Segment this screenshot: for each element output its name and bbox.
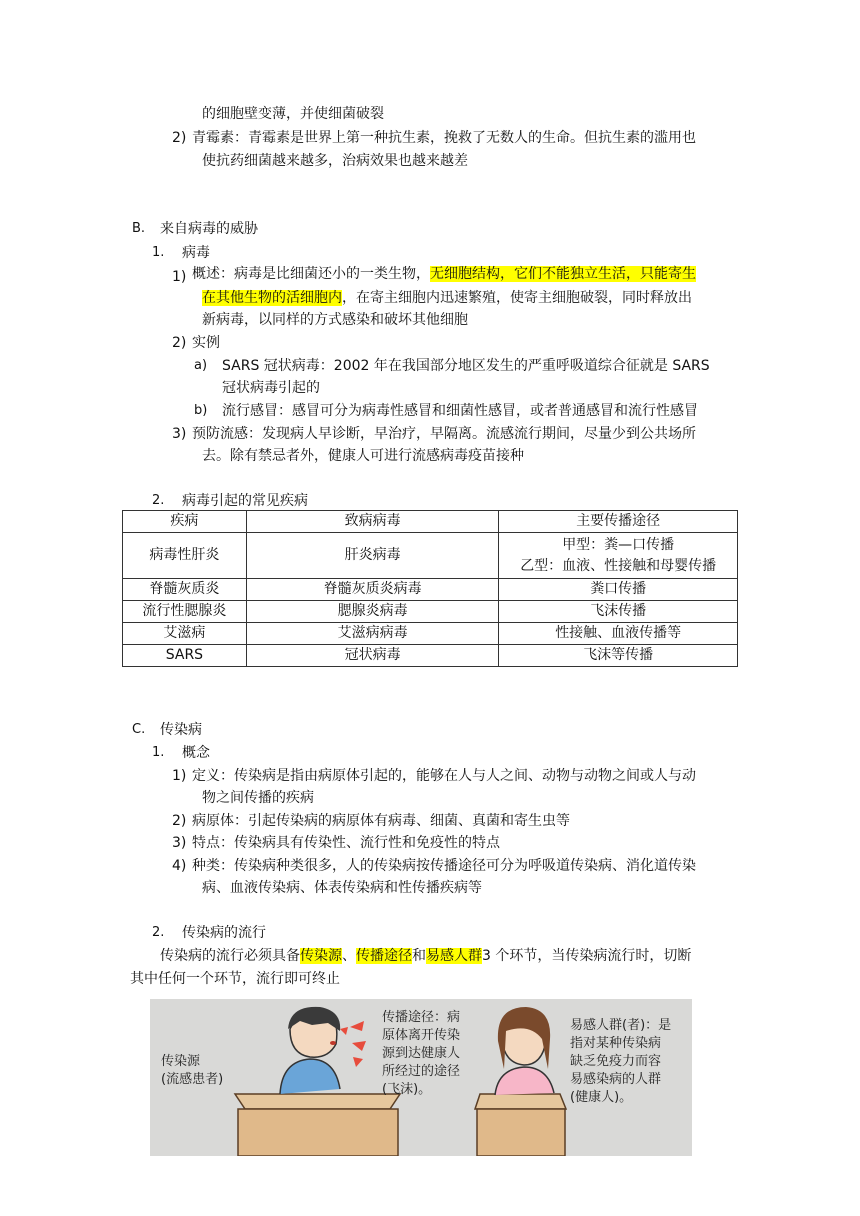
highlight-text: 传染源 (300, 948, 342, 964)
subsection-title: 概念 (182, 745, 210, 761)
features-text: 特点：传染病具有传染性、流行性和免疫性的特点 (192, 835, 500, 851)
epidemic-paragraph-line2: 其中任何一个环节，流行即可终止 (130, 971, 340, 987)
list-number: 1) (172, 269, 187, 285)
table-row (123, 601, 738, 623)
source-label (161, 1053, 223, 1089)
table-cell: 脊髓灰质炎 (123, 579, 247, 601)
table-cell (499, 533, 738, 579)
paragraph-text: 传染病的流行必须具备 (160, 948, 300, 964)
table-header: 致病病毒 (246, 511, 499, 533)
paragraph-text: 3 个环节，当传染病流行时，切断 (482, 948, 692, 964)
table-cell: 肝炎病毒 (246, 533, 499, 579)
list-letter: b) (194, 403, 208, 418)
penicillin-text-line2: 使抗药细菌越来越多，治病效果也越来越差 (202, 153, 468, 169)
label-line: 传播途径：病 (382, 1010, 461, 1025)
table-header: 疾病 (123, 511, 247, 533)
infection-illustration (150, 999, 692, 1156)
table-row (123, 623, 738, 645)
list-number: 3) (172, 835, 187, 851)
virus-overview-line3: 新病毒，以同样的方式感染和破坏其他细胞 (202, 312, 468, 328)
list-letter: a) (194, 358, 208, 373)
label-line: 易感染病的人群 (570, 1072, 662, 1087)
table-row (123, 579, 738, 601)
table-cell: 腮腺炎病毒 (246, 601, 499, 623)
table-row (123, 533, 738, 579)
examples-label: 实例 (192, 335, 220, 351)
list-number: 1) (172, 768, 187, 784)
paragraph-text: 和 (412, 948, 426, 964)
droplet-marks (340, 1021, 366, 1067)
highlight-text: 在其他生物的活细胞内 (202, 290, 342, 306)
types-line1: 种类：传染病种类很多，人的传染病按传播途径可分为呼吸道传染病、消化道传染 (192, 858, 696, 874)
table-cell: SARS (123, 645, 247, 667)
subsection-number: 2. (152, 493, 165, 508)
label-line: (飞沫)。 (382, 1082, 432, 1097)
flu-text: 流行感冒：感冒可分为病毒性感冒和细菌性感冒，或者普通感冒和流行性感冒 (222, 403, 698, 419)
section-letter: C. (132, 722, 146, 737)
label-line: 易感人群(者)：是 (570, 1018, 672, 1033)
section-title: 来自病毒的威胁 (160, 221, 258, 237)
subsection-title: 病毒 (182, 245, 210, 261)
types-line2: 病、血液传染病、体表传染病和性传播疾病等 (202, 880, 482, 896)
label-line: 缺乏免疫力而容 (570, 1054, 662, 1069)
subsection-title: 病毒引起的常见疾病 (182, 493, 308, 509)
prevention-line2: 去。除有禁忌者外，健康人可进行流感病毒疫苗接种 (202, 448, 524, 464)
pathogen-text: 病原体：引起传染病的病原体有病毒、细菌、真菌和寄生虫等 (192, 813, 570, 829)
table-cell: 流行性腮腺炎 (123, 601, 247, 623)
table-cell: 粪口传播 (499, 579, 738, 601)
healthy-girl-figure (495, 1007, 554, 1095)
label-line: 指对某种传染病 (570, 1036, 662, 1051)
virus-overview-line2 (202, 287, 692, 309)
section-title: 传染病 (160, 722, 202, 738)
subsection-number: 1. (152, 745, 165, 760)
section-letter: B. (132, 221, 146, 236)
label-line: 原体离开传染 (382, 1028, 461, 1043)
definition-line2: 物之间传播的疾病 (202, 790, 314, 806)
paragraph-text: 、 (342, 948, 356, 964)
label-line: 所经过的途径 (382, 1064, 461, 1079)
overview-text: 概述：病毒是比细菌还小的一类生物， (192, 266, 430, 282)
list-number: 4) (172, 858, 187, 874)
table-cell: 艾滋病病毒 (246, 623, 499, 645)
highlight-text: 无细胞结构，它们不能独立生活，只能寄生 (430, 266, 696, 282)
paragraph-continuation: 的细胞壁变薄，并使细菌破裂 (202, 106, 384, 122)
list-number: 2) (172, 130, 187, 146)
sars-text-line1: SARS 冠状病毒：2002 年在我国部分地区发生的严重呼吸道综合征就是 SARS (222, 358, 710, 374)
table-cell: 飞沫传播 (499, 601, 738, 623)
label-line: (健康人)。 (570, 1090, 633, 1105)
label-line: 传染源 (161, 1054, 201, 1069)
table-cell: 冠状病毒 (246, 645, 499, 667)
label-line: (流感患者) (161, 1072, 224, 1087)
table-cell: 脊髓灰质炎病毒 (246, 579, 499, 601)
subsection-number: 2. (152, 925, 165, 940)
list-number: 3) (172, 426, 187, 442)
right-desk-shape (475, 1094, 566, 1156)
penicillin-text-line1: 青霉素：青霉素是世界上第一种抗生素，挽救了无数人的生命。但抗生素的滥用也 (192, 130, 696, 146)
list-number: 2) (172, 813, 187, 829)
table-cell: 病毒性肝炎 (123, 533, 247, 579)
definition-line1: 定义：传染病是指由病原体引起的，能够在人与人之间、动物与动物之间或人与动 (192, 768, 696, 784)
table-cell: 性接触、血液传播等 (499, 623, 738, 645)
table-header-row (123, 511, 738, 533)
table-row (123, 645, 738, 667)
disease-table (122, 510, 738, 667)
cell-line: 甲型：粪—口传播 (562, 536, 675, 553)
overview-text: ，在寄主细胞内迅速繁殖，使寄主细胞破裂，同时释放出 (342, 290, 692, 306)
label-line: 源到达健康人 (382, 1046, 461, 1061)
subsection-title: 传染病的流行 (182, 925, 266, 941)
table-cell: 艾滋病 (123, 623, 247, 645)
table-cell: 飞沫等传播 (499, 645, 738, 667)
list-number: 2) (172, 335, 187, 351)
subsection-number: 1. (152, 245, 165, 260)
virus-overview-line1 (192, 263, 696, 285)
table-header: 主要传播途径 (499, 511, 738, 533)
route-label (382, 1009, 460, 1099)
susceptible-label (570, 1017, 671, 1107)
sars-text-line2: 冠状病毒引起的 (222, 380, 320, 396)
left-desk-shape (235, 1094, 400, 1156)
sick-boy-figure (280, 1007, 340, 1094)
highlight-text: 易感人群 (426, 948, 482, 964)
prevention-line1: 预防流感：发现病人早诊断，早治疗，早隔离。流感流行期间，尽量少到公共场所 (192, 426, 696, 442)
cell-line: 乙型：血液、性接触和母婴传播 (520, 557, 717, 574)
highlight-text: 传播途径 (356, 948, 412, 964)
epidemic-paragraph-line1 (160, 945, 691, 967)
